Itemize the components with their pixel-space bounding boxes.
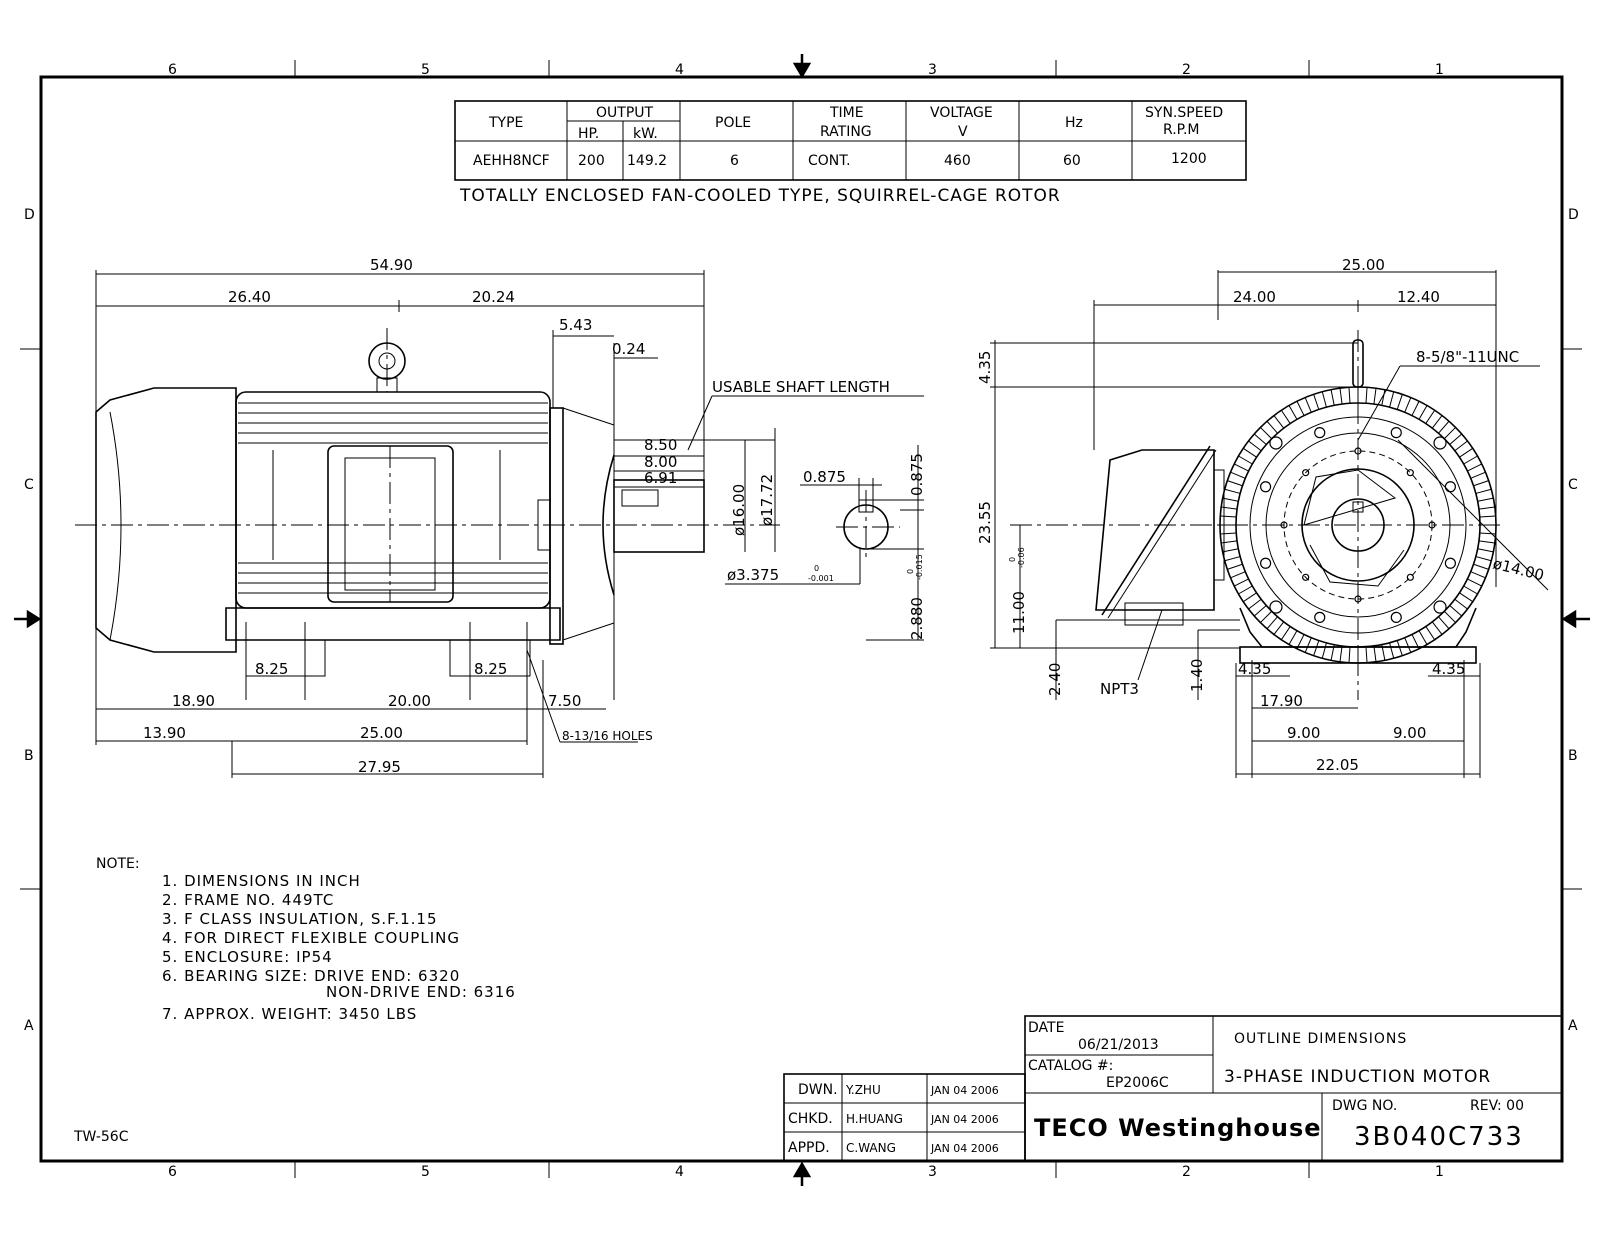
inner-bolt-hole [1407, 574, 1413, 580]
flange-bolt-hole [1261, 482, 1271, 492]
cooling-fin [1274, 416, 1284, 429]
note-2: 2. FRAME NO. 449TC [162, 891, 335, 909]
end-dim-23-55: 23.55 [976, 501, 994, 544]
end-tol-lower: -0.06 [1017, 547, 1026, 568]
cooling-fin [1340, 646, 1342, 662]
fan-cover [96, 388, 236, 652]
dim-20-00: 20.00 [388, 692, 431, 710]
note-5: 5. ENCLOSURE: IP54 [162, 948, 333, 966]
cooling-fin [1267, 617, 1278, 629]
inner-bolt-hole [1407, 470, 1413, 476]
conduit-npt-label: NPT3 [1100, 680, 1139, 698]
motor-feet [226, 608, 560, 640]
end-dim-2-40: 2.40 [1046, 662, 1064, 696]
note-4: 4. FOR DIRECT FLEXIBLE COUPLING [162, 929, 460, 947]
syn-speed-header-1: SYN.SPEED [1145, 105, 1224, 121]
cooling-fin [1479, 507, 1495, 509]
cooling-fin [1243, 593, 1256, 602]
flange-bolt-hole [1445, 558, 1455, 568]
flange-bolt-hole [1445, 482, 1455, 492]
end-dim-1-40: 1.40 [1188, 658, 1206, 692]
zone-top-5: 5 [421, 62, 430, 78]
cooling-fin [1438, 421, 1449, 433]
cooling-fin [1432, 622, 1442, 635]
type-value: AEHH8NCF [473, 153, 550, 169]
cooling-fin [1450, 605, 1462, 616]
cooling-fin [1450, 434, 1462, 445]
end-view-dimensions [976, 256, 1548, 778]
zone-bottom-1: 1 [1435, 1164, 1444, 1180]
cooling-fin [1474, 564, 1489, 569]
dwg-no-label: DWG NO. [1332, 1098, 1398, 1114]
zone-left-a: A [24, 1018, 34, 1034]
cooling-fin [1234, 464, 1248, 471]
dim-20-24: 20.24 [472, 288, 515, 306]
cooling-fin [1405, 398, 1411, 413]
right-center-arrow [1564, 612, 1590, 626]
syn-speed-header-2: R.P.M [1163, 122, 1200, 138]
dim-6-91: 6.91 [644, 469, 678, 487]
zone-top-2: 2 [1182, 62, 1191, 78]
zone-left-d: D [24, 207, 35, 223]
signoff-date-appd: JAN 04 2006 [931, 1142, 999, 1155]
flange-bolt-hole [1315, 612, 1325, 622]
cooling-fin [1480, 533, 1496, 534]
end-dim-dia-14-00: ø14.00 [1491, 554, 1546, 585]
cooling-fin [1467, 464, 1481, 471]
cooling-fin [1231, 472, 1246, 478]
end-tol-upper: 0 [1008, 556, 1017, 562]
end-dim-4-35-right: 4.35 [1432, 660, 1466, 678]
cooling-fin [1340, 388, 1342, 404]
cooling-fin [1305, 398, 1311, 413]
cooling-fin [1432, 416, 1442, 429]
cooling-fin [1254, 605, 1266, 616]
spec-table [455, 101, 1246, 206]
side-view [75, 328, 780, 745]
cooling-fin [1397, 641, 1402, 656]
dim-18-90: 18.90 [172, 692, 215, 710]
zone-left-b: B [24, 748, 34, 764]
cooling-fin [1314, 641, 1319, 656]
zone-top-4: 4 [675, 62, 684, 78]
cooling-fin [1225, 489, 1240, 493]
cooling-fin [1474, 481, 1489, 486]
end-dim-9-00-left: 9.00 [1287, 724, 1321, 742]
cooling-fin [1349, 387, 1350, 403]
cooling-fin [1426, 410, 1435, 423]
zone-top-1: 1 [1435, 62, 1444, 78]
cooling-fin [1374, 646, 1376, 662]
end-dim-24-00: 24.00 [1233, 288, 1276, 306]
cooling-fin [1322, 392, 1326, 407]
form-code: TW-56C [74, 1129, 129, 1145]
end-dim-9-00-right: 9.00 [1393, 724, 1427, 742]
cooling-fin [1297, 401, 1304, 415]
shaft-tol-upper: 0 [814, 564, 820, 573]
cooling-fin [1260, 427, 1271, 438]
shaft [614, 480, 704, 552]
cooling-fin [1331, 390, 1334, 406]
cooling-fin [1227, 481, 1242, 486]
enclosure-caption: TOTALLY ENCLOSED FAN-COOLED TYPE, SQUIRREL-CAGE ROTOR [460, 186, 1061, 206]
time-rating-value: CONT. [808, 153, 851, 169]
flange-bolt-hole [1261, 558, 1271, 568]
dim-dia-17-72: ø17.72 [758, 473, 776, 526]
zone-bottom-5: 5 [421, 1164, 430, 1180]
cooling-fin [1412, 401, 1419, 415]
end-dim-4-35-left: 4.35 [1238, 660, 1272, 678]
signoff-name-chkd: H.HUANG [846, 1112, 903, 1126]
signoff-role-appd: APPD. [788, 1140, 830, 1156]
dim-8-25-right: 8.25 [474, 660, 508, 678]
cooling-fin [1260, 611, 1271, 622]
end-view [1010, 330, 1500, 700]
mounting-holes-label: 8-13/16 HOLES [562, 729, 653, 743]
motor-frame [236, 392, 550, 608]
date-value: 06/21/2013 [1078, 1037, 1159, 1053]
pole-header: POLE [715, 115, 752, 131]
thread-callout: 8-5/8"-11UNC [1416, 348, 1520, 366]
cooling-fin [1289, 631, 1297, 645]
frame-bolt-hole [1270, 601, 1282, 613]
cooling-fin [1479, 541, 1495, 543]
dim-25-00: 25.00 [360, 724, 403, 742]
voltage-value: 460 [944, 153, 971, 169]
note-1: 1. DIMENSIONS IN INCH [162, 872, 361, 890]
hz-value: 60 [1063, 153, 1081, 169]
dim-dia-16-00: ø16.00 [730, 483, 748, 536]
dim-7-50: 7.50 [548, 692, 582, 710]
top-center-arrow [795, 54, 809, 76]
time-rating-header-1: TIME [830, 105, 864, 121]
key-tol-lower: -0.015 [915, 554, 924, 580]
frame-bolt-hole [1270, 437, 1282, 449]
cooling-fin [1405, 638, 1411, 653]
key-tol-upper: 0 [906, 568, 915, 574]
hz-header: Hz [1065, 115, 1083, 131]
shaft-detail [725, 445, 926, 640]
dim-8-50: 8.50 [644, 436, 678, 454]
cooling-fin [1249, 441, 1262, 451]
cooling-fin [1390, 392, 1394, 407]
zone-top-3: 3 [928, 62, 937, 78]
pole-value: 6 [730, 153, 739, 169]
cooling-fin [1444, 611, 1455, 622]
cooling-fin [1459, 448, 1472, 457]
end-dim-22-05: 22.05 [1316, 756, 1359, 774]
rev-label: REV: 00 [1470, 1098, 1524, 1114]
keyway [622, 490, 658, 506]
kw-header: kW. [633, 126, 658, 142]
cooling-fin [1374, 388, 1376, 404]
frame-bolt-hole [1434, 437, 1446, 449]
title-block [784, 1016, 1562, 1161]
cooling-fin [1281, 410, 1290, 423]
end-terminal-box [1096, 450, 1214, 610]
cooling-fin [1455, 441, 1468, 451]
catalog-label: CATALOG #: [1028, 1058, 1114, 1074]
dim-shaft-dia: ø3.375 [727, 566, 780, 584]
signoff-role-dwn: DWN. [798, 1082, 838, 1098]
dim-2-880: 2.880 [908, 597, 926, 640]
cooling-fin [1238, 586, 1252, 594]
cooling-fin [1455, 599, 1468, 609]
signoff-name-dwn: Y.ZHU [846, 1083, 881, 1097]
note-3: 3. F CLASS INSULATION, S.F.1.15 [162, 910, 438, 928]
cooling-fin [1471, 572, 1486, 578]
dim-8-25-left: 8.25 [255, 660, 289, 678]
cooling-fin [1397, 394, 1402, 409]
zone-bottom-2: 2 [1182, 1164, 1191, 1180]
cooling-fin [1471, 472, 1486, 478]
end-dim-12-40: 12.40 [1397, 288, 1440, 306]
hp-value: 200 [578, 153, 605, 169]
flange-bolt-hole [1391, 612, 1401, 622]
signoff-role-chkd: CHKD. [788, 1111, 833, 1127]
catalog-value: EP2006C [1106, 1075, 1169, 1091]
cooling-fin [1223, 549, 1239, 552]
signoff-date-chkd: JAN 04 2006 [931, 1113, 999, 1126]
zone-bottom-4: 4 [675, 1164, 684, 1180]
cooling-fin [1438, 617, 1449, 629]
dim-26-40: 26.40 [228, 288, 271, 306]
cooling-fin [1314, 394, 1319, 409]
note-7: 7. APPROX. WEIGHT: 3450 LBS [162, 1005, 418, 1023]
cooling-fin [1220, 533, 1236, 534]
note-6: 6. BEARING SIZE: DRIVE END: 6320 [162, 967, 461, 985]
zone-bottom-6: 6 [168, 1164, 177, 1180]
dim-54-90: 54.90 [370, 256, 413, 274]
zone-right-b: B [1568, 748, 1578, 764]
kw-value: 149.2 [627, 153, 668, 169]
flange-bolt-hole [1315, 428, 1325, 438]
cooling-fin [1220, 516, 1236, 517]
dim-8-00: 8.00 [644, 453, 678, 471]
title-outline: OUTLINE DIMENSIONS [1234, 1031, 1408, 1047]
cooling-fin [1464, 456, 1478, 464]
dim-5-43: 5.43 [559, 316, 593, 334]
syn-speed-value: 1200 [1171, 151, 1207, 167]
side-view-dimensions [96, 256, 924, 778]
notes-heading: NOTE: [96, 856, 140, 872]
dim-27-95: 27.95 [358, 758, 401, 776]
end-dim-11-00: 11.00 [1010, 591, 1028, 634]
date-label: DATE [1028, 1020, 1065, 1036]
cooling-fin [1459, 593, 1472, 602]
cooling-fin [1249, 599, 1262, 609]
hp-header: HP. [578, 126, 600, 142]
type-header: TYPE [489, 115, 524, 131]
cooling-fin [1227, 564, 1242, 569]
cooling-fin [1366, 387, 1367, 403]
cooling-fin [1478, 498, 1494, 501]
cooling-fin [1225, 557, 1240, 561]
dim-0-24: 0.24 [612, 340, 646, 358]
cooling-fin [1289, 405, 1297, 419]
end-dim-17-90: 17.90 [1260, 692, 1303, 710]
drawing-number: 3B040C733 [1354, 1122, 1524, 1152]
cooling-fin [1480, 516, 1496, 517]
cooling-fin [1223, 498, 1239, 501]
dim-13-90: 13.90 [143, 724, 186, 742]
cooling-fin [1476, 557, 1491, 561]
cooling-fin [1366, 647, 1367, 663]
cooling-fin [1444, 427, 1455, 438]
cooling-fin [1254, 434, 1266, 445]
cooling-fin [1238, 456, 1252, 464]
brand-logo: TECO Westinghouse [1034, 1114, 1322, 1142]
voltage-header-2: V [958, 124, 968, 140]
signoff-date-dwn: JAN 04 2006 [931, 1084, 999, 1097]
output-header: OUTPUT [596, 105, 654, 121]
title-motor: 3-PHASE INDUCTION MOTOR [1224, 1067, 1492, 1087]
dim-0-875-vertical: 0.875 [908, 453, 926, 496]
cooling-fin [1281, 626, 1290, 639]
cooling-fin [1464, 586, 1478, 594]
cooling-fin [1231, 572, 1246, 578]
zone-right-c: C [1568, 477, 1578, 493]
cooling-fin [1267, 421, 1278, 433]
cooling-fin [1467, 579, 1481, 586]
cooling-fin [1243, 448, 1256, 457]
zone-bottom-3: 3 [928, 1164, 937, 1180]
zone-right-d: D [1568, 207, 1579, 223]
notes [73, 856, 516, 1145]
left-center-arrow [14, 612, 39, 626]
frame-bolt-hole [1434, 601, 1446, 613]
cooling-fin [1274, 622, 1284, 635]
cooling-fin [1349, 647, 1350, 663]
time-rating-header-2: RATING [820, 124, 872, 140]
cooling-fin [1478, 549, 1494, 552]
cooling-fin [1419, 405, 1427, 419]
zone-left-c: C [24, 477, 34, 493]
cooling-fin [1476, 489, 1491, 493]
end-dim-25-00: 25.00 [1342, 256, 1385, 274]
cooling-fin [1419, 631, 1427, 645]
flange-bolt-hole [1391, 428, 1401, 438]
cooling-fin [1234, 579, 1248, 586]
usable-shaft-length-label: USABLE SHAFT LENGTH [712, 378, 890, 396]
bottom-center-arrow [795, 1164, 809, 1186]
dim-0-875-key: 0.875 [803, 468, 846, 486]
cooling-fin [1305, 638, 1311, 653]
voltage-header-1: VOLTAGE [930, 105, 993, 121]
end-dim-4-35-top: 4.35 [976, 350, 994, 384]
cooling-fin [1322, 643, 1326, 658]
note-6-continued: NON-DRIVE END: 6316 [326, 983, 516, 1001]
shaft-tol-lower: -0.001 [808, 574, 834, 583]
cooling-fin [1390, 643, 1394, 658]
signoff-name-appd: C.WANG [846, 1141, 896, 1155]
zone-right-a: A [1568, 1018, 1578, 1034]
zone-top-6: 6 [168, 62, 177, 78]
cooling-fin [1426, 626, 1435, 639]
